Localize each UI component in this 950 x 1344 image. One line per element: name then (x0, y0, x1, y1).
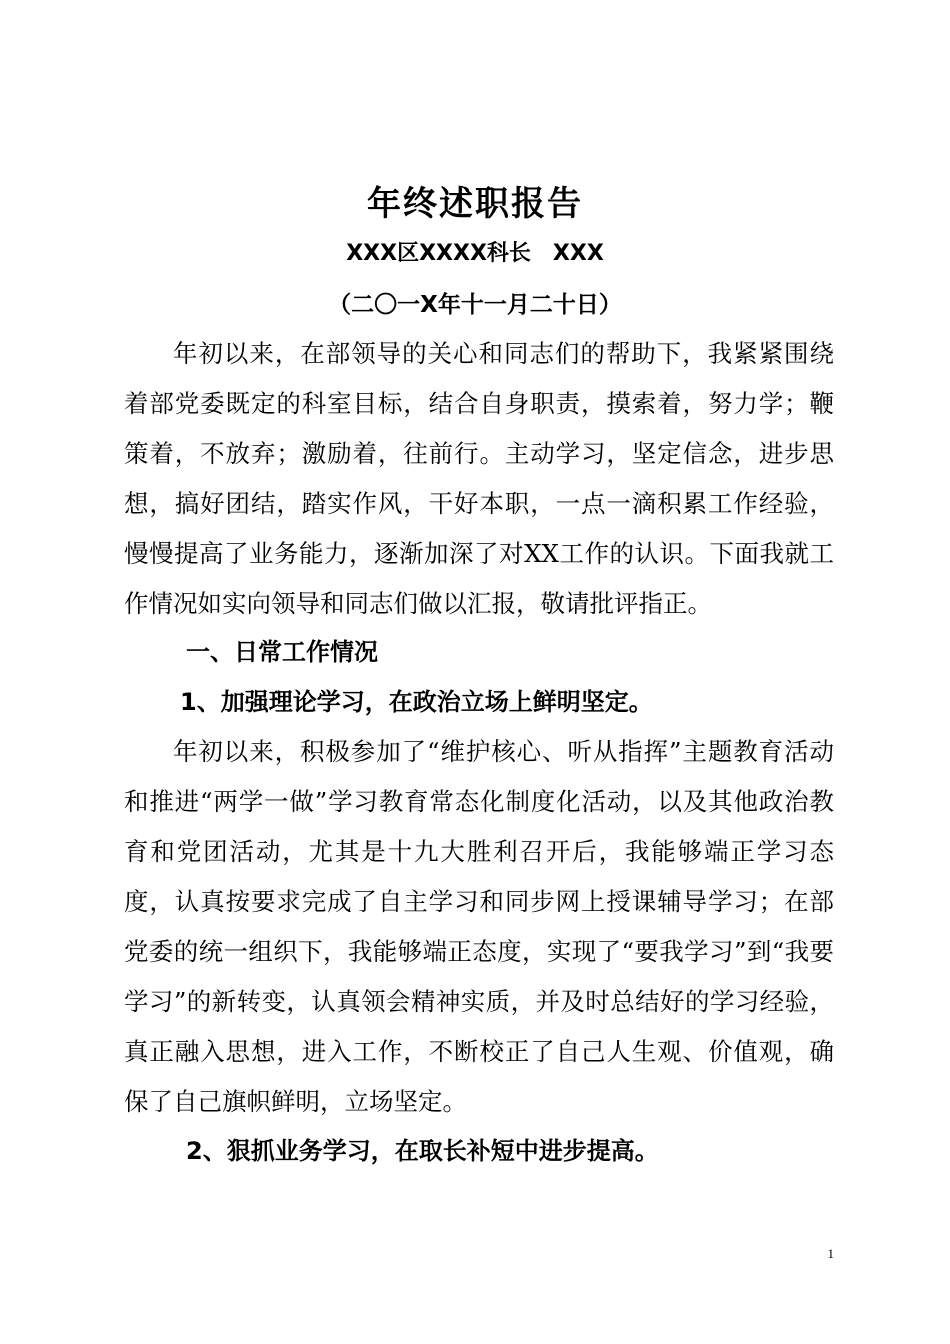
page-number: 1 (827, 1246, 834, 1261)
subsection-heading-1: 1、加强理论学习，在政治立场上鲜明坚定。 (180, 688, 653, 716)
intro-paragraph: 年初以来，在部领导的关心和同志们的帮助下，我紧紧围绕着部党委既定的科室目标，结合自身职责，摸索着，努力学；鞭策着，不放弃；激励着，往前行。主动学习，坚定信念，进步思想，搞好团结，踏实作风，干好本职，一点一滴积累工作经验，慢慢提高了业务能力，逐渐加深了对XX工作的认识。下面我就工作情况如实向领导和同志们做以汇报，敬请批评指正。 (124, 339, 834, 618)
section-heading-1: 一、日常工作情况 (186, 638, 378, 666)
subsection-heading-2: 2、狠抓业务学习，在取长补短中进步提高。 (186, 1137, 659, 1165)
author-line: XXX区XXXX科长 XXX (346, 241, 604, 266)
date-line: （二〇一X年十一月二十日） (328, 292, 622, 318)
study-paragraph: 年初以来，积极参加了“维护核心、听从指挥”主题教育活动和推进“两学一做”学习教育常态化制度化活动，以及其他政治教育和党团活动，尤其是十九大胜利召开后，我能够端正学习态度，认真按要求完成了自主学习和同步网上授课辅导学习；在部党委的统一组织下，我能够端正态度，实现了“要我学习”到“我要学习”的新转变，认真领会精神实质，并及时总结好的学习经验，真正融入思想，进入工作，不断校正了自己人生观、价值观，确保了自己旗帜鲜明，立场坚定。 (124, 737, 834, 1116)
document-title: 年终述职报告 (367, 184, 583, 224)
